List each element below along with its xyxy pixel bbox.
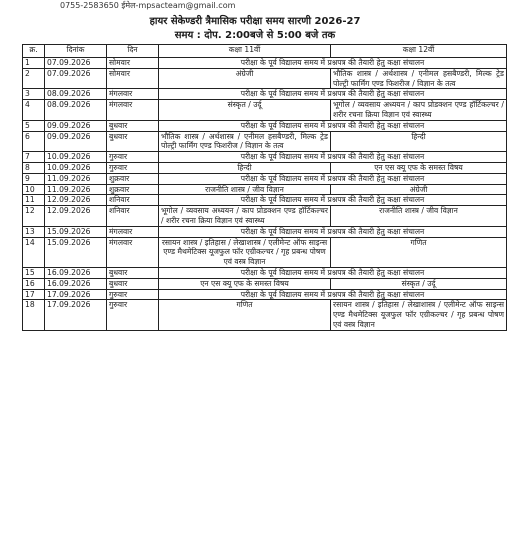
cell-day: बुधवार xyxy=(107,120,159,131)
cell-date: 10.09.2026 xyxy=(45,152,107,163)
cell-day: गुरुवार xyxy=(107,289,159,300)
table-row xyxy=(23,237,507,267)
cell-date: 11.09.2026 xyxy=(45,184,107,195)
table-row xyxy=(23,267,507,278)
cell-class-11-subject: रसायन शास्त्र / इतिहास / लेखाशास्त्र / एलीमेन्ट ऑफ साइन्स एण्ड मैथमेटिक्स यूजफुल फॉर एग्रीकल्चर / गृह प्रबन्ध पोषण एवं वस्त्र विज्ञान xyxy=(159,237,331,267)
table-row xyxy=(23,173,507,184)
cell-class-12-subject: भौतिक शास्त्र / अर्थशास्त्र / एनीमल हसबैण्डरी, मिल्क ट्रेड पोल्ट्री फार्मिंग एण्ड फिशरीज / विज्ञान के तत्व xyxy=(331,68,507,89)
table-row xyxy=(23,152,507,163)
table-row xyxy=(23,100,507,121)
column-header-class-12: कक्षा 12वीं xyxy=(331,45,507,58)
cell-class-11-subject: एन एस क्यू एफ के समस्त विषय xyxy=(159,278,331,289)
cell-sno: 6 xyxy=(23,131,45,152)
cell-day: बुधवार xyxy=(107,278,159,289)
cell-day: बुधवार xyxy=(107,131,159,152)
cell-date: 16.09.2026 xyxy=(45,278,107,289)
cell-class-12-subject: एन एस क्यू एफ के समस्त विषय xyxy=(331,162,507,173)
cell-preparation-note: परीक्षा के पूर्व विद्यालय समय में प्रश्नपत्र की तैयारी हेतु कक्षा संचालन xyxy=(159,152,507,163)
cell-day: गुरुवार xyxy=(107,300,159,330)
cell-class-11-subject: अंग्रेजी xyxy=(159,68,331,89)
cell-date: 17.09.2026 xyxy=(45,300,107,330)
table-row xyxy=(23,278,507,289)
column-header-day: दिन xyxy=(107,45,159,58)
cell-sno: 3 xyxy=(23,89,45,100)
cell-sno: 8 xyxy=(23,162,45,173)
cell-sno: 14 xyxy=(23,237,45,267)
cell-class-11-subject: गणित xyxy=(159,300,331,330)
column-header-date: दिनांक xyxy=(45,45,107,58)
cell-sno: 13 xyxy=(23,226,45,237)
cell-date: 11.09.2026 xyxy=(45,173,107,184)
cell-sno: 2 xyxy=(23,68,45,89)
cell-day: शुक्रवार xyxy=(107,184,159,195)
cell-class-12-subject: राजनीति शास्त्र / जीव विज्ञान xyxy=(331,206,507,227)
cell-date: 16.09.2026 xyxy=(45,267,107,278)
cell-preparation-note: परीक्षा के पूर्व विद्यालय समय में प्रश्नपत्र की तैयारी हेतु कक्षा संचालन xyxy=(159,120,507,131)
cell-class-12-subject: हिन्दी xyxy=(331,131,507,152)
cell-date: 12.09.2026 xyxy=(45,206,107,227)
cell-class-12-subject: अंग्रेजी xyxy=(331,184,507,195)
cell-preparation-note: परीक्षा के पूर्व विद्यालय समय में प्रश्नपत्र की तैयारी हेतु कक्षा संचालन xyxy=(159,173,507,184)
table-row xyxy=(23,184,507,195)
cell-day: गुरुवार xyxy=(107,152,159,163)
cell-class-11-subject: भूगोल / व्यवसाय अध्ययन / काप प्रोडक्शन एण्ड हॉर्टिकल्चर / शरीर रचना क्रिया विज्ञान एवं स्वास्थ्य xyxy=(159,206,331,227)
column-header-sno: क्र. xyxy=(23,45,45,58)
table-row xyxy=(23,162,507,173)
table-row xyxy=(23,226,507,237)
cell-class-11-subject: संस्कृत / उर्दू xyxy=(159,100,331,121)
cell-day: शुक्रवार xyxy=(107,173,159,184)
table-row xyxy=(23,206,507,227)
cell-sno: 11 xyxy=(23,195,45,206)
page-title: हायर सेकेण्डरी त्रैमासिक परीक्षा समय सारणी 2026-27 xyxy=(149,16,361,27)
cell-day: सोमवार xyxy=(107,68,159,89)
cell-day: शनिवार xyxy=(107,206,159,227)
cell-date: 17.09.2026 xyxy=(45,289,107,300)
table-row xyxy=(23,289,507,300)
cell-date: 15.09.2026 xyxy=(45,237,107,267)
table-row xyxy=(23,300,507,330)
cell-date: 15.09.2026 xyxy=(45,226,107,237)
cell-sno: 1 xyxy=(23,58,45,69)
cell-sno: 15 xyxy=(23,267,45,278)
cell-sno: 18 xyxy=(23,300,45,330)
cell-date: 07.09.2026 xyxy=(45,58,107,69)
cell-day: शनिवार xyxy=(107,195,159,206)
table-row xyxy=(23,131,507,152)
cell-date: 09.09.2026 xyxy=(45,120,107,131)
cell-day: बुधवार xyxy=(107,267,159,278)
cell-date: 09.09.2026 xyxy=(45,131,107,152)
table-row xyxy=(23,195,507,206)
cell-sno: 17 xyxy=(23,289,45,300)
cell-sno: 7 xyxy=(23,152,45,163)
cell-date: 08.09.2026 xyxy=(45,89,107,100)
cell-class-11-subject: भौतिक शास्त्र / अर्थशास्त्र / एनीमल हसबैण्डरी, मिल्क ट्रेड पोल्ट्री फार्मिंग एण्ड फिशरीज / विज्ञान के तत्व xyxy=(159,131,331,152)
exam-time: समय : दोप. 2:00बजे से 5:00 बजे तक xyxy=(174,30,336,41)
cell-preparation-note: परीक्षा के पूर्व विद्यालय समय में प्रश्नपत्र की तैयारी हेतु कक्षा संचालन xyxy=(159,267,507,278)
cell-preparation-note: परीक्षा के पूर्व विद्यालय समय में प्रश्नपत्र की तैयारी हेतु कक्षा संचालन xyxy=(159,226,507,237)
cell-date: 08.09.2026 xyxy=(45,100,107,121)
cell-class-12-subject: संस्कृत / उर्दू xyxy=(331,278,507,289)
cell-day: मंगलवार xyxy=(107,226,159,237)
cell-preparation-note: परीक्षा के पूर्व विद्यालय समय में प्रश्नपत्र की तैयारी हेतु कक्षा संचालन xyxy=(159,195,507,206)
cell-sno: 9 xyxy=(23,173,45,184)
cell-sno: 10 xyxy=(23,184,45,195)
cell-preparation-note: परीक्षा के पूर्व विद्यालय समय में प्रश्नपत्र की तैयारी हेतु कक्षा संचालन xyxy=(159,89,507,100)
table-row xyxy=(23,68,507,89)
cell-date: 07.09.2026 xyxy=(45,68,107,89)
cell-class-11-subject: हिन्दी xyxy=(159,162,331,173)
cell-day: मंगलवार xyxy=(107,89,159,100)
contact-line: 0755-2583650 ईमेल-mpsacteam@gmail.com xyxy=(60,1,236,10)
cell-day: गुरुवार xyxy=(107,162,159,173)
cell-class-12-subject: भूगोल / व्यवसाय अध्ययन / काप प्रोडक्शन एण्ड हॉर्टिकल्चर / शरीर रचना क्रिया विज्ञान एवं स्वास्थ्य xyxy=(331,100,507,121)
cell-preparation-note: परीक्षा के पूर्व विद्यालय समय में प्रश्नपत्र की तैयारी हेतु कक्षा संचालन xyxy=(159,58,507,69)
table-row xyxy=(23,89,507,100)
cell-date: 10.09.2026 xyxy=(45,162,107,173)
cell-date: 12.09.2026 xyxy=(45,195,107,206)
cell-class-12-subject: गणित xyxy=(331,237,507,267)
cell-day: मंगलवार xyxy=(107,100,159,121)
table-header-row xyxy=(23,45,507,58)
table-row xyxy=(23,120,507,131)
cell-sno: 4 xyxy=(23,100,45,121)
exam-schedule-table xyxy=(22,44,507,331)
cell-class-11-subject: राजनीति शास्त्र / जीव विज्ञान xyxy=(159,184,331,195)
cell-class-12-subject: रसायन शास्त्र / इतिहास / लेखाशास्त्र / एलीमेन्ट ऑफ साइन्स एण्ड मैथमेटिक्स यूजफुल फॉर एग्रीकल्चर / गृह प्रबन्ध पोषण एवं वस्त्र विज्ञान xyxy=(331,300,507,330)
cell-day: मंगलवार xyxy=(107,237,159,267)
cell-sno: 16 xyxy=(23,278,45,289)
column-header-class-11: कक्षा 11वीं xyxy=(159,45,331,58)
cell-sno: 5 xyxy=(23,120,45,131)
cell-preparation-note: परीक्षा के पूर्व विद्यालय समय में प्रश्नपत्र की तैयारी हेतु कक्षा संचालन xyxy=(159,289,507,300)
table-row xyxy=(23,58,507,69)
cell-sno: 12 xyxy=(23,206,45,227)
cell-day: सोमवार xyxy=(107,58,159,69)
